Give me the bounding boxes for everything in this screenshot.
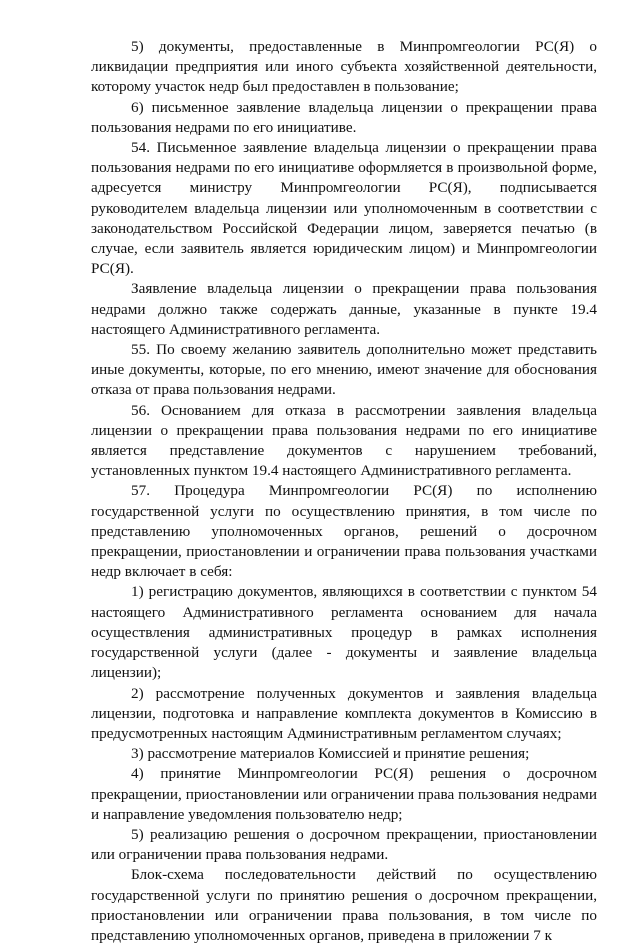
paragraph-57-item-2: 2) рассмотрение полученных документов и заявления владельца лицензии, подготовка и направление комплекта документов в Комиссию в предусмотренных настоящим Административным регламентом случаях; [91, 684, 597, 742]
paragraph-56: 56. Основанием для отказа в рассмотрении заявления владельца лицензии о прекращении права пользования недрами по его инициативе является представление документов с нарушением требований, установленных пунктом 19.4 настоящего Административного регламента. [91, 401, 597, 480]
paragraph-item-6-written-application: 6) письменное заявление владельца лицензии о прекращении права пользования недрами по его инициативе. [91, 98, 597, 136]
paragraph-57: 57. Процедура Минпромгеологии РС(Я) по исполнению государственной услуги по осуществлению принятия, в том числе по представлению уполномоченных органов, решений о досрочном прекращении, приостановлении и ограничении права пользования участками недр включает в себя: [91, 482, 597, 581]
paragraph-57-item-5: 5) реализацию решения о досрочном прекращении, приостановлении или ограничении права пользования недрами. [91, 825, 597, 864]
paragraph-item-5-liquidation-docs: 5) документы, предоставленные в Минпромгеологии РС(Я) о ликвидации предприятия или иного субъекта хозяйственной деятельности, которому участок недр был предоставлен в пользование; [91, 38, 597, 96]
paragraph-57-item-1: 1) регистрацию документов, являющихся в соответствии с пунктом 54 настоящего Административного регламента основанием для начала осуществления административных процедур в рамках исполнения государственной услуги (далее - документы и заявление владельца лицензии); [91, 583, 597, 682]
document-page [91, 37, 597, 946]
paragraph-application-contents: Заявление владельца лицензии о прекращении права пользования недрами должно также содержать данные, указанные в пункте 19.4 настоящего Административного регламента. [91, 280, 597, 338]
paragraph-block-diagram: Блок-схема последовательности действий по осуществлению государственной услуги по принятию решения о досрочном прекращении, приостановлении или ограничении права пользования, в том числе по представлению уполномоченных органов, приведена в приложении 7 к [91, 866, 597, 944]
paragraph-57-item-4: 4) принятие Минпромгеологии РС(Я) решения о досрочном прекращении, приостановлении или ограничении права пользования недрами и направление уведомления пользователю недр; [91, 765, 597, 823]
paragraph-57-item-3: 3) рассмотрение материалов Комиссией и принятие решения; [131, 745, 530, 763]
paragraph-55: 55. По своему желанию заявитель дополнительно может представить иные документы, которые, по его мнению, имеют значение для обоснования отказа от права пользования недрами. [91, 341, 597, 399]
paragraph-54: 54. Письменное заявление владельца лицензии о прекращении права пользования недрами по его инициативе оформляется в произвольной форме, адресуется министру Минпромгеологии РС(Я), подписывается руководителем владельца лицензии или уполномоченным в соответствии с законодательством Российской Федерации лицом, заверяется печатью (в случае, если заявитель является юридическим лицом) и Минпромгеологии РС(Я). [91, 139, 597, 278]
